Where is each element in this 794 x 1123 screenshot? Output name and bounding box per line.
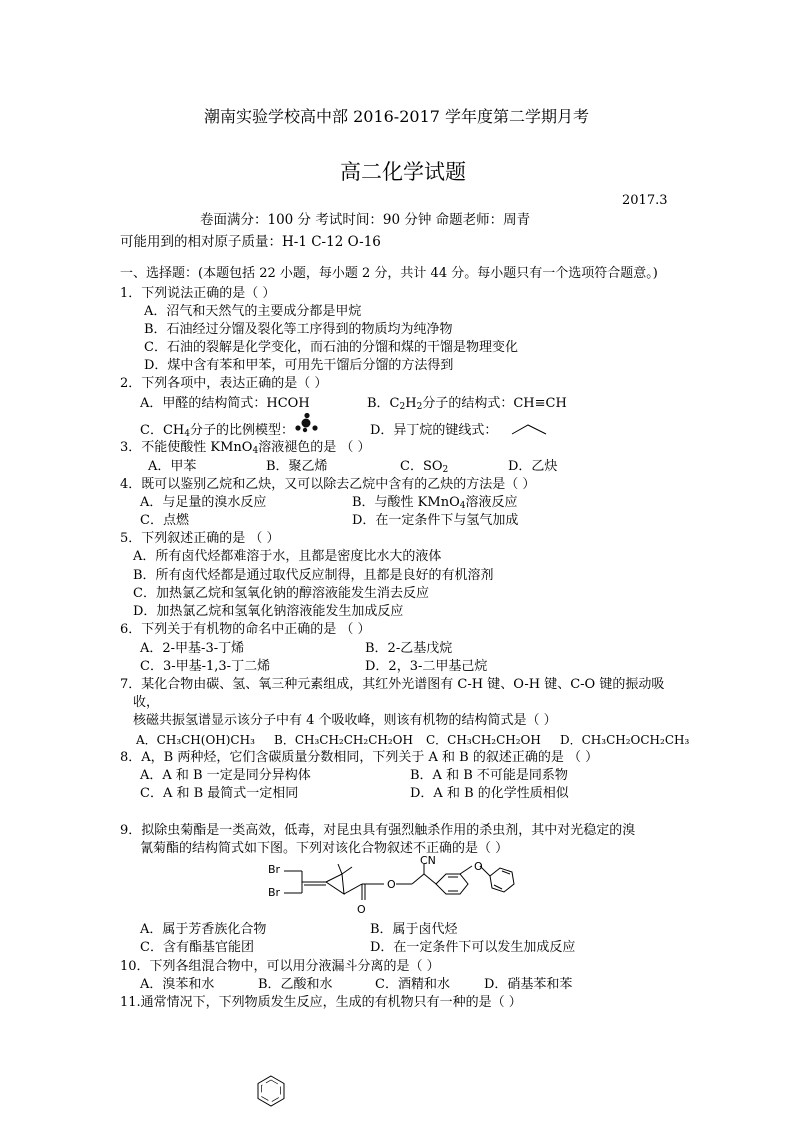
section-heading: 一、选择题：(本题包括 22 小题，每小题 2 分，共计 44 分。每小题只有一个选项符合题意。) — [120, 266, 658, 281]
q1-option-b: B．石油经过分馏及裂化等工序得到的物质均为纯净物 — [144, 322, 453, 337]
q9-stem-line1: 9．拟除虫菊酯是一类高效，低毒，对昆虫具有强烈触杀作用的杀虫剂，其中对光稳定的溴 — [120, 823, 636, 838]
deltamethrin-structure-diagram — [262, 850, 532, 922]
q7-option-d: D．CH₃CH₂OCH₂CH₃ — [560, 733, 690, 747]
exam-info: 卷面满分：100 分 考试时间：90 分钟 命题老师：周青 — [200, 212, 531, 228]
q7-stem-line2: 收， — [133, 695, 160, 710]
methane-space-filling-model-icon — [292, 412, 322, 434]
benzene-ring-icon — [255, 1074, 287, 1108]
q9-option-d: D．在一定条件下可以发生加成反应 — [370, 940, 576, 955]
exam-date: 2017.3 — [622, 193, 668, 208]
q4-option-b: B．与酸性 KMnO$_4$溶液反应 — [352, 495, 518, 511]
school-title: 潮南实验学校高中部 2016-2017 学年度第二学期月考 — [204, 107, 590, 126]
q5-stem: 5．下列叙述正确的是 （ ） — [120, 531, 280, 546]
q9-stem-line2: 氰菊酯的结构简式如下图。下列对该化合物叙述不正确的是（ ） — [140, 841, 509, 856]
q8-option-b: B．A 和 B 不可能是同系物 — [410, 768, 568, 783]
ester-o-label: O — [387, 878, 396, 891]
q10-option-a: A．溴苯和水 — [140, 977, 215, 992]
q9-option-c: C．含有酯基官能团 — [140, 940, 254, 955]
q1-option-d: D．煤中含有苯和甲苯，可用先干馏后分馏的方法得到 — [144, 358, 454, 373]
q4-stem: 4．既可以鉴别乙烷和乙炔，又可以除去乙烷中含有的乙炔的方法是（ ） — [120, 477, 536, 492]
q6-option-a: A．2-甲基-3-丁烯 — [140, 641, 245, 656]
q7-option-a: A．CH₃CH(OH)CH₃ — [136, 733, 255, 747]
q8-option-d: D．A 和 B 的化学性质相似 — [410, 786, 569, 801]
ether-o-label: O — [474, 860, 483, 873]
q2-option-b: B．$C_2H_2$分子的结构式：CH≡CH — [367, 396, 567, 412]
q3-option-a: A．甲苯 — [148, 459, 197, 474]
q10-stem: 10．下列各组混合物中，可以用分液漏斗分离的是（ ） — [120, 959, 440, 974]
q2-option-a: A．甲醛的结构简式：HCOH — [140, 396, 310, 411]
isobutane-bond-line-icon — [510, 422, 550, 436]
q3-stem: 3．不能使酸性 KMnO$_4$溶液褪色的是 （ ） — [120, 440, 371, 456]
q7-option-c: C．CH₃CH₂CH₂OH — [426, 733, 541, 747]
q6-option-b: B．2-乙基戊烷 — [365, 641, 453, 656]
cn-label: CN — [420, 854, 436, 867]
q4-option-d: D．在一定条件下与氢气加成 — [352, 513, 519, 528]
q5-option-a: A．所有卤代烃都难溶于水，且都是密度比水大的液体 — [133, 549, 442, 564]
atomic-masses: 可能用到的相对原子质量：H-1 C-12 O-16 — [120, 234, 381, 250]
q6-option-d: D．2，3-二甲基己烷 — [365, 659, 488, 674]
exam-title: 高二化学试题 — [340, 160, 466, 184]
q7-option-b: B．CH₃CH₂CH₂CH₂OH — [274, 733, 413, 747]
q8-option-c: C．A 和 B 最简式一定相同 — [140, 786, 299, 801]
br-label-1: Br — [268, 863, 281, 876]
q3-option-b: B．聚乙烯 — [266, 459, 328, 474]
q1-option-a: A．沼气和天然气的主要成分都是甲烷 — [144, 304, 362, 319]
q1-stem: 1．下列说法正确的是（ ） — [120, 286, 276, 301]
q3-option-d: D．乙炔 — [508, 459, 558, 474]
q7-stem-line1: 7．某化合物由碳、氢、氧三种元素组成，其红外光谱图有 C-H 键、O-H 键、C-O 键的振动吸 — [120, 677, 665, 692]
q9-option-b: B．属于卤代烃 — [370, 922, 458, 937]
q3-option-c: C．$SO_2$ — [400, 459, 449, 475]
q6-option-c: C．3-甲基-1,3-丁二烯 — [140, 659, 271, 674]
q5-option-d: D．加热氯乙烷和氢氧化钠溶液能发生加成反应 — [133, 604, 404, 619]
q4-option-c: C．点燃 — [140, 513, 189, 528]
q2-option-c: C．$CH_4$分子的比例模型： — [140, 423, 294, 439]
br-label-2: Br — [268, 886, 281, 899]
q10-option-d: D．硝基苯和苯 — [484, 977, 573, 992]
q10-option-b: B．乙酸和水 — [258, 977, 333, 992]
q5-option-b: B．所有卤代烃都是通过取代反应制得，且都是良好的有机溶剂 — [133, 568, 494, 583]
q6-stem: 6．下列关于有机物的命名中正确的是 （ ） — [120, 622, 371, 637]
q8-stem: 8．A，B 两种烃，它们含碳质量分数相同，下列关于 A 和 B 的叙述正确的是 （ ） — [120, 750, 599, 765]
q2-stem: 2．下列各项中，表达正确的是（ ） — [120, 376, 328, 391]
carbonyl-o-label: O — [357, 903, 366, 916]
q4-option-a: A．与足量的溴水反应 — [140, 495, 267, 510]
q2-option-d: D．异丁烷的键线式： — [370, 423, 498, 438]
q10-option-c: C．酒精和水 — [375, 977, 450, 992]
q9-option-a: A．属于芳香族化合物 — [140, 922, 267, 937]
q5-option-c: C．加热氯乙烷和氢氧化钠的醇溶液能发生消去反应 — [133, 586, 429, 601]
q8-option-a: A．A 和 B 一定是同分异构体 — [140, 768, 311, 783]
q1-option-c: C．石油的裂解是化学变化，而石油的分馏和煤的干馏是物理变化 — [144, 340, 518, 355]
q11-stem: 11.通常情况下，下列物质发生反应，生成的有机物只有一种的是（ ） — [120, 995, 522, 1010]
q7-stem-line3: 核磁共振氢谱显示该分子中有 4 个吸收峰，则该有机物的结构简式是（ ） — [133, 713, 557, 728]
